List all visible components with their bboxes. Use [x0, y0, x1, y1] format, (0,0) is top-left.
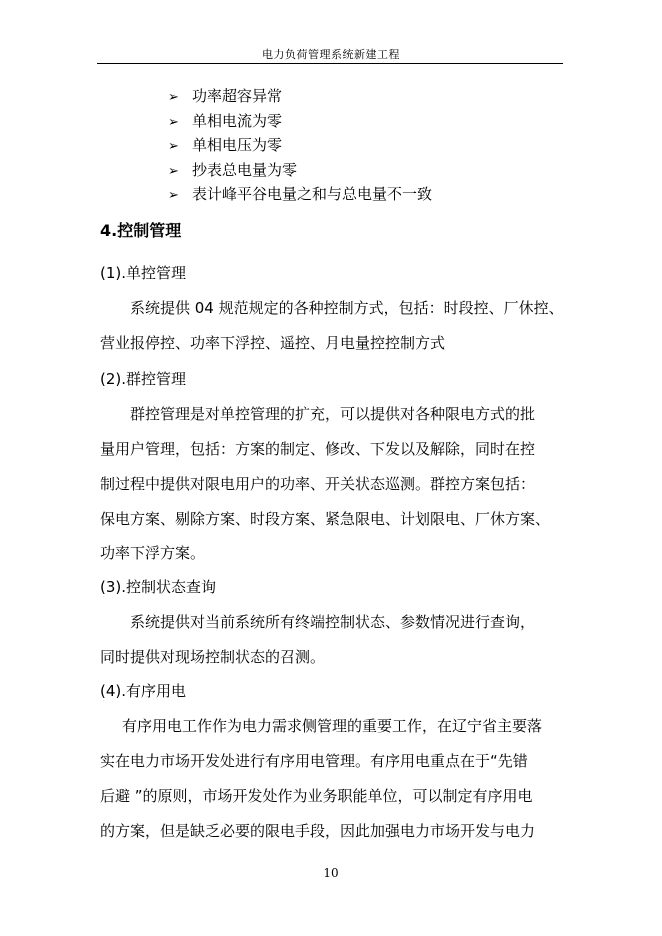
paragraph-line: 的方案，但是缺乏必要的限电手段，因此加强电力市场开发与电力: [100, 822, 536, 840]
paragraph-line: 保电方案、剔除方案、时段方案、紧急限电、计划限电、厂休方案、: [100, 510, 551, 528]
list-item: [168, 182, 432, 207]
paragraph-line: 系统提供 04 规范规定的各种控制方式，包括：时段控、厂休控、: [130, 299, 564, 317]
arrow-bullet-icon: ➢: [168, 114, 179, 130]
paragraph-line: 同时提供对现场控制状态的召测。: [100, 648, 326, 666]
list-item: [168, 158, 432, 183]
paragraph-line: 后避 ”的原则，市场开发处作为业务职能单位，可以制定有序用电: [100, 787, 533, 805]
list-item-text: 表计峰平谷电量之和与总电量不一致: [192, 185, 433, 203]
paragraph-line: 量用户管理，包括：方案的制定、修改、下发以及解除，同时在控: [100, 440, 536, 458]
page-header-title: 电力负荷管理系统新建工程: [262, 48, 400, 61]
subsection-heading: (4).有序用电: [100, 682, 187, 700]
header-divider: [97, 63, 563, 64]
page-number: 10: [323, 866, 339, 880]
list-item-text: 单相电压为零: [192, 136, 283, 154]
paragraph-line: 系统提供对当前系统所有终端控制状态、参数情况进行查询，: [130, 613, 536, 631]
arrow-bullet-icon: ➢: [168, 188, 179, 203]
subsection-heading: (1).单控管理: [100, 264, 187, 282]
subsection-heading: (2).群控管理: [100, 370, 187, 388]
list-item-text: 抄表总电量为零: [192, 160, 298, 179]
arrow-bullet-icon: ➢: [168, 163, 179, 179]
section-heading: 4.控制管理: [100, 221, 182, 240]
paragraph-line: 实在电力市场开发处进行有序用电管理。有序用电重点在于“先错: [100, 752, 528, 770]
paragraph-line: 群控管理是对单控管理的扩充，可以提供对各种限电方式的批: [130, 405, 536, 423]
arrow-bullet-icon: ➢: [168, 139, 179, 154]
list-item: [168, 84, 432, 109]
list-item: [168, 109, 432, 134]
list-item-text: 功率超容异常: [192, 87, 283, 105]
arrow-bullet-icon: ➢: [168, 90, 179, 105]
list-item-text: 单相电流为零: [192, 111, 283, 130]
list-item: [168, 133, 432, 158]
subsection-heading: (3).控制状态查询: [100, 578, 217, 596]
paragraph-line: 营业报停控、功率下浮控、遥控、月电量控控制方式: [100, 334, 446, 352]
paragraph-line: 功率下浮方案。: [100, 544, 206, 562]
paragraph-line: 有序用电工作作为电力需求侧管理的重要工作，在辽宁省主要落: [122, 717, 543, 735]
bullet-list: [168, 84, 432, 207]
paragraph-line: 制过程中提供对限电用户的功率、开关状态巡测。群控方案包括：: [100, 475, 536, 493]
